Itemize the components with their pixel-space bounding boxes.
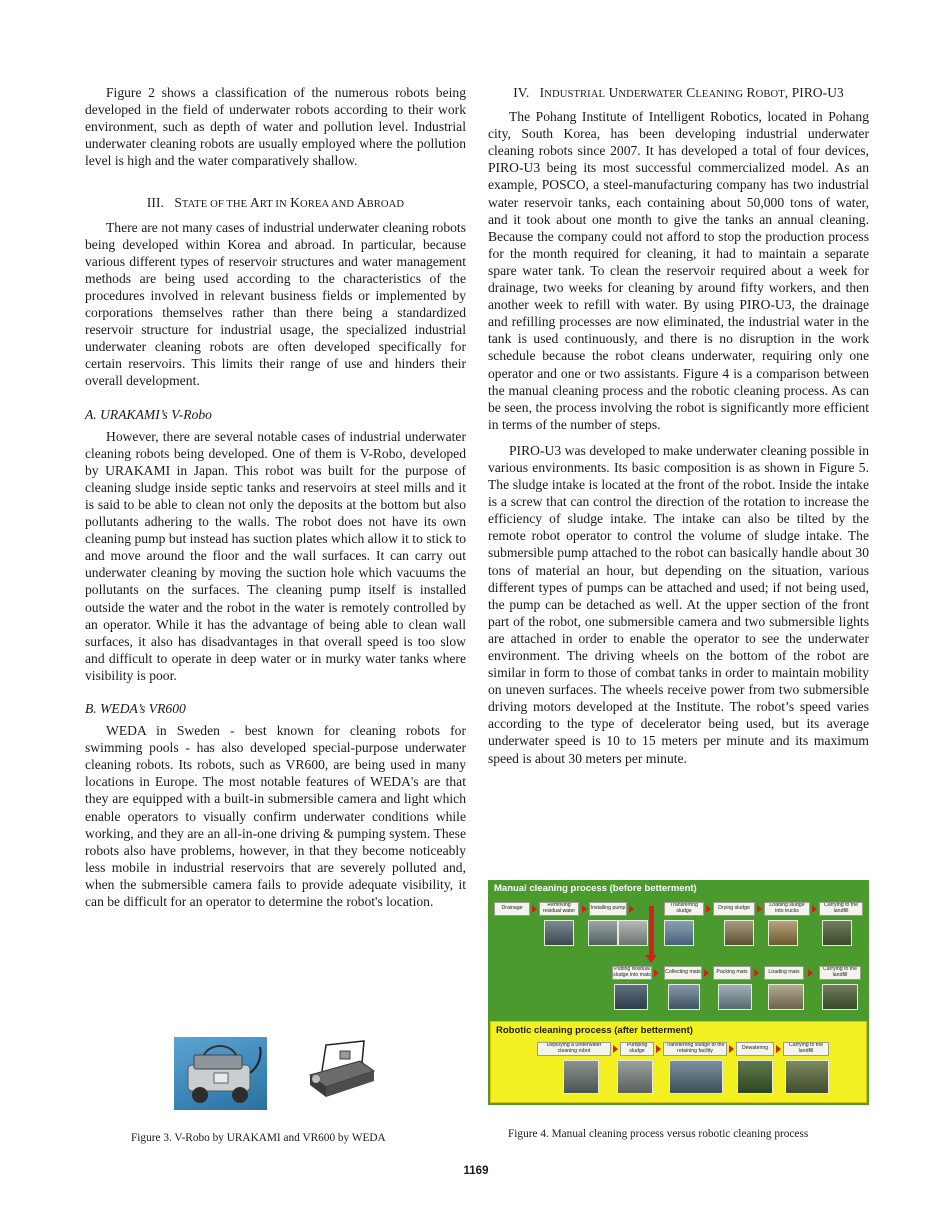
process-photo: [768, 984, 804, 1010]
robotic-process-panel: [490, 1021, 867, 1103]
arrow-icon: [704, 969, 709, 977]
vr600-photo: [300, 1035, 380, 1111]
manual-step: Removing residual water: [539, 902, 579, 916]
subsection-heading-a: A. URAKAMI’s V-Robo: [85, 406, 212, 422]
manual-step: Transferring sludge: [664, 902, 704, 916]
manual-step: Packing mats: [713, 966, 751, 980]
paragraph-piro-intro: The Pohang Institute of Intelligent Robotics, located in Pohang city, South Korea, has been developing industrial underwater cleaning robots since 2007. It has developed a total of four devices, PIRO-U3 being its most successful commercialized model. As an example, POSCO, a steel-manufacturing company has two industrial water reservoir tanks, each containing about 50,000 tons of water, and it took about one month to give the tanks an annual cleaning. Because the company could not afford to stop the production process for the month required for cleaning, it had to maintain a separate spare water tank. To clean the reservoir required about a week for drainage, two weeks for cleaning by around fifty workers, and then another week to refill with water. By using PIRO-U3, the drainage and refilling processes are now eliminated, the industrial water in the tank is used continuously, and there is no disruption in the work schedule because the robot cleans underwater, requiring only one operator and one or two assistants. Figure 4 is a comparison between the manual cleaning process and the robotic cleaning process. As can be seen, the process involving the robot is significantly more efficient in terms of the number of steps.: [488, 109, 869, 432]
arrow-icon: [654, 969, 659, 977]
vr600-robot-icon: [300, 1035, 380, 1111]
process-photo: [669, 1060, 723, 1094]
manual-step: Loading sludge into trucks: [764, 902, 810, 916]
process-photo: [618, 920, 648, 946]
arrow-icon: [754, 969, 759, 977]
process-photo: [614, 984, 648, 1010]
robot-step: Dewatering: [736, 1042, 774, 1056]
paragraph-figure2-intro: Figure 2 shows a classification of the numerous robots being developed in the field of underwater robots according to their work environment, such as depth of water and pollution level. Industrial underwater cleaning robots are usually employed where the pollution level is high and the water comparatively shallow.: [85, 85, 466, 169]
arrow-icon: [729, 1045, 734, 1053]
vrobo-robot-icon: [174, 1037, 267, 1110]
manual-step: Putting residual sludge into mats: [613, 966, 651, 978]
manual-step: Drying sludge: [713, 902, 755, 916]
manual-step: Installing pump: [589, 902, 627, 916]
robot-step: Deploying a underwater cleaning robot: [537, 1042, 611, 1056]
process-photo: [768, 920, 798, 946]
arrow-icon: [757, 905, 762, 913]
arrow-icon: [706, 905, 711, 913]
section-number: IV.: [513, 85, 530, 100]
figure-3-caption: Figure 3. V-Robo by URAKAMI and VR600 by WEDA: [131, 1132, 386, 1144]
robot-step: Carrying to the landfill: [783, 1042, 829, 1056]
paragraph-vr600: WEDA in Sweden - best known for cleaning robots for swimming pools - has also developed special-purpose underwater cleaning robots. Its robots, such as VR600, are being used in many locations in Europe. The most notable features of WEDA's are that they are equipped with a built-in submersible camera and light which enable operators to visually confirm underwater conditions while working, and they are an all-in-one driving & pumping system. These robots also have problems, however, in that they become noticeably less mobile in industrial reservoirs that are severely polluted and, when the submersible camera fails to provide adequate visibility, it can be difficult for an operator to determine the robot's location.: [85, 723, 466, 910]
arrow-icon: [776, 1045, 781, 1053]
section-number: III.: [146, 195, 164, 211]
arrow-icon: [582, 905, 587, 913]
down-arrow-icon: [649, 906, 654, 956]
left-column: [85, 84, 466, 910]
figure-3: [85, 1035, 466, 1144]
robot-step: Pumping sludge: [620, 1042, 654, 1056]
process-photo: [563, 1060, 599, 1094]
section-heading-3: [85, 194, 466, 213]
right-column: [488, 84, 869, 767]
figure-4: [488, 880, 869, 1105]
arrow-icon: [808, 969, 813, 977]
section-heading-4: [488, 84, 869, 103]
manual-step: Loading mats: [764, 966, 804, 980]
manual-process-title: Manual cleaning process (before betterment): [494, 883, 697, 894]
paragraph-vrobo: However, there are several notable cases of industrial underwater cleaning robots being developed. One of them is V-Robo, developed by URAKAMI in Japan. This robot was built for the purpose of cleaning sludge inside septic tanks and reservoirs at steel mills and it is said to be able to clean not only the deposits at the bottom but also pollutants adhering to the walls. The robot does not have its own cleaning pump but instead has suction plates which allow it to stick to and move around the floor and the wall surfaces. It can carry out underwater cleaning by moving the suction hole which vacuums the pollutants on the surfaces. The cleaning pump itself is installed outside the water and the robot in the water is remotely controlled by an operator. While it has the advantage of being able to clean wall surfaces, it also has disadvantages in that overall speed is too slow and difficult to operate in deep water or in murky water tanks where visibility is poor.: [85, 428, 466, 683]
section-title: STATE OF THE ART IN KOREA AND ABROAD: [174, 195, 405, 211]
robot-step: Transferring sludge to the retaining facility: [663, 1042, 727, 1056]
process-photo: [544, 920, 574, 946]
paragraph-section3: There are not many cases of industrial underwater cleaning robots being developed within Korea and abroad. In particular, because various different types of reservoir structures and water management methods are being used according to the characteristics of the procedures involved in relevant business fields or implemented by corporations themselves rather than there being a standardized reservoir structure for industrial usage, the specialized industrial underwater cleaning robots are often developed specifically for certain reservoirs. This limits their range of use and hinders their overall development.: [85, 219, 466, 389]
page-number: 1169: [463, 1165, 489, 1177]
arrow-icon: [613, 1045, 618, 1053]
section-title: INDUSTRIAL UNDERWATER CLEANING ROBOT: [539, 85, 785, 100]
process-photo: [664, 920, 694, 946]
paragraph-piro-composition: PIRO-U3 was developed to make underwater cleaning possible in various environments. Its basic composition is as shown in Figure 5. The sludge intake is located at the front of the robot. Inside the intake is a screw that can control the direction of the rotation to increase the efficiency of sludge intake. The intake can also be tilted by the remote robot operator to control the volume of sludge intake. The submersible pump attached to the robot can basically handle about 30 tons of material an hour, but depending on the situation, various different types of pumps can be attached and used; if not being used, the pump can be detached as well. At the upper section of the front part of the robot, one submersible camera and two submersible lights are attached in order to enable the operator to see the underwater environment. The driving wheels on the bottom of the robot are similar in form to those of combat tanks in order to maintain mobility on uneven surfaces. The wheels receive power from two submersible driving motors developed at the Institute. The robot’s speed varies according to the type of decelerator being used, but its average underwater speed is 10 to 15 meters per minute and its maximum speed is about 30 meters per minute.: [488, 442, 869, 766]
vrobo-photo: [174, 1037, 267, 1110]
process-photo: [588, 920, 618, 946]
arrow-icon: [629, 905, 634, 913]
process-photo: [785, 1060, 829, 1094]
section-title-tail: , PIRO-U3: [784, 85, 844, 100]
process-photo: [822, 984, 858, 1010]
robotic-process-title: Robotic cleaning process (after betterment): [496, 1025, 693, 1036]
process-photo: [718, 984, 752, 1010]
manual-step: Drainage: [494, 902, 530, 916]
process-photo: [617, 1060, 653, 1094]
subsection-heading-b: B. WEDA’s VR600: [85, 701, 186, 716]
manual-step: Carrying to the landfill: [819, 902, 863, 916]
manual-step: Carrying to the landfill: [819, 966, 861, 980]
process-photo: [737, 1060, 773, 1094]
arrow-icon: [812, 905, 817, 913]
arrow-icon: [532, 905, 537, 913]
manual-step: Collecting mats: [664, 966, 702, 980]
process-photo: [668, 984, 700, 1010]
process-photo: [724, 920, 754, 946]
process-photo: [822, 920, 852, 946]
arrow-icon: [656, 1045, 661, 1053]
figure-4-caption: Figure 4. Manual cleaning process versus robotic cleaning process: [508, 1128, 809, 1140]
